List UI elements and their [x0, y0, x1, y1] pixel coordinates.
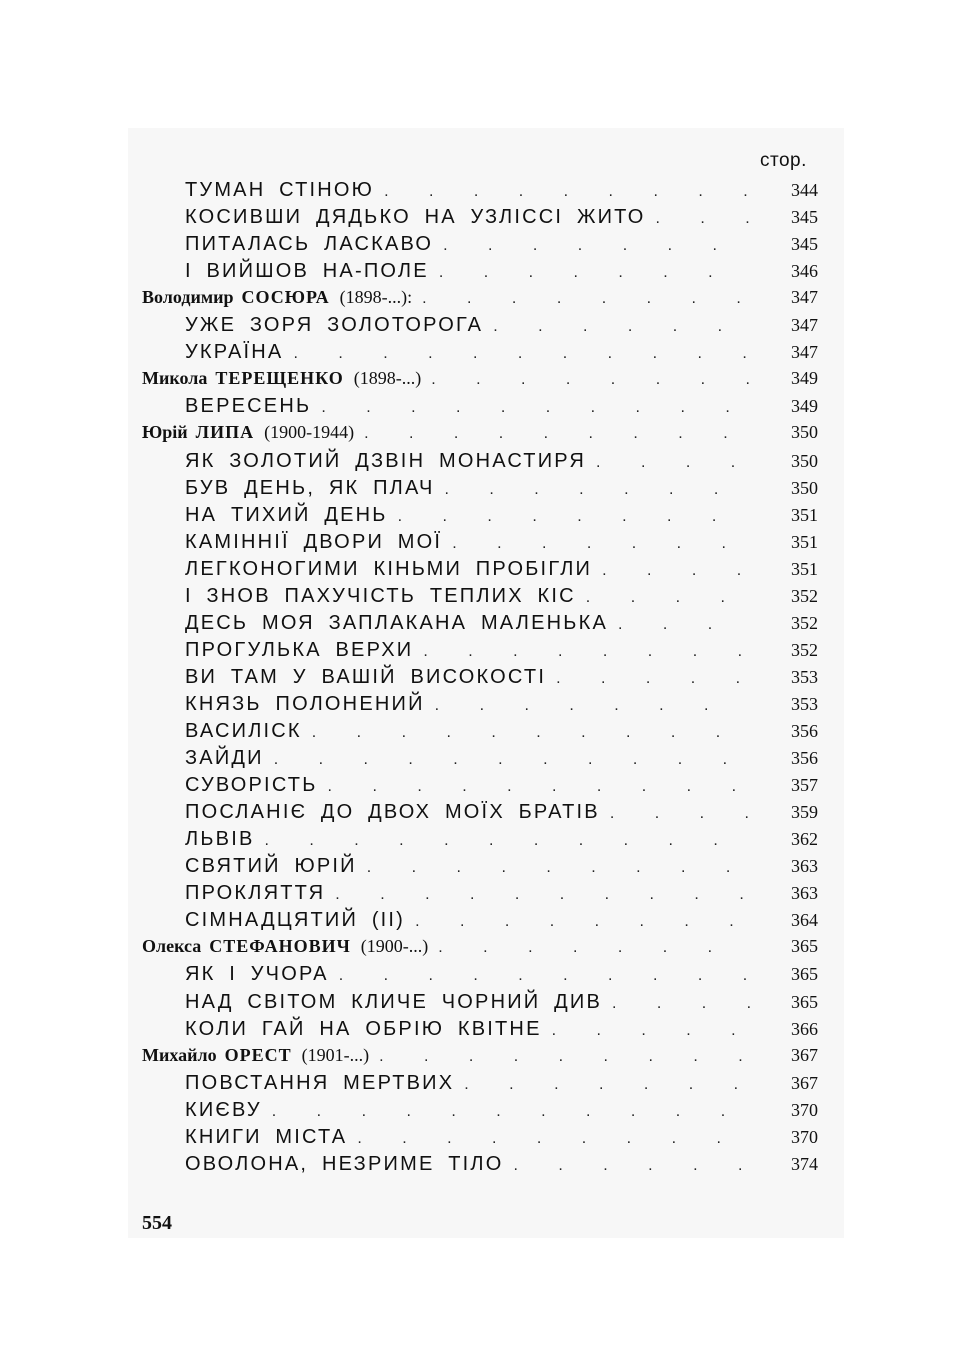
dot-leader — [443, 237, 750, 255]
author-first-name: Володимир — [142, 287, 234, 308]
dot-leader — [552, 1022, 750, 1040]
dot-leader — [439, 264, 750, 282]
dot-leader — [602, 562, 750, 580]
dot-leader — [364, 425, 750, 443]
poem-title: ЗАЙДИ — [185, 747, 264, 770]
dot-leader — [445, 481, 751, 499]
toc-poem-row — [0, 314, 962, 341]
toc-poem-row — [0, 991, 962, 1018]
poem-title: КНИГИ МІСТА — [185, 1125, 348, 1148]
poem-title: ТУМАН СТІНОЮ — [185, 179, 375, 201]
poem-title: ЯК ЗОЛОТИЙ ДЗВІН МОНАСТИРЯ — [185, 449, 587, 472]
toc-page-number: 365 — [791, 991, 818, 1012]
dot-leader — [312, 724, 750, 742]
dot-leader — [596, 454, 750, 472]
toc-poem-row — [0, 1018, 962, 1045]
toc-page-number: 350 — [791, 422, 818, 443]
toc-poem-row — [0, 531, 962, 558]
toc-poem-row — [0, 666, 962, 693]
dot-leader — [655, 210, 750, 228]
author-years: (1898-...): — [339, 287, 413, 308]
toc-author-row — [0, 936, 962, 963]
toc-page-number: 370 — [791, 1126, 818, 1147]
toc-page-number: 362 — [791, 829, 818, 850]
toc-poem-row — [0, 179, 962, 206]
toc-page-number: 345 — [791, 207, 818, 228]
dot-leader — [339, 967, 750, 985]
poem-title: ЛЕГКОНОГИМИ КІНЬМИ ПРОБІГЛИ — [185, 557, 593, 580]
toc-author-row — [0, 287, 962, 314]
toc-page-number: 353 — [791, 693, 818, 714]
toc-author-row — [0, 1045, 962, 1072]
dot-leader — [586, 589, 750, 607]
dot-leader — [415, 913, 750, 931]
dot-leader — [321, 399, 750, 417]
author-years: (1898-...) — [353, 368, 422, 389]
toc-page-number: 374 — [791, 1153, 818, 1174]
toc-page-number: 347 — [791, 287, 818, 308]
dot-leader — [431, 371, 750, 389]
toc-page-number: 351 — [791, 504, 818, 525]
toc-poem-row — [0, 639, 962, 666]
author-last-name: ЛИПА — [195, 422, 255, 443]
toc-page-number: 349 — [791, 368, 818, 389]
dot-leader — [274, 751, 750, 769]
dot-leader — [384, 183, 750, 201]
toc-poem-row — [0, 747, 962, 774]
poem-title: НАД СВІТОМ КЛИЧЕ ЧОРНИЙ ДИВ — [185, 990, 602, 1013]
toc-page-number: 352 — [791, 612, 818, 633]
author-last-name: ОРЕСТ — [224, 1044, 292, 1065]
author-years: (1900-1944) — [264, 422, 355, 443]
poem-title: ПОСЛАНІЄ ДО ДВОХ МОЇХ БРАТІВ — [185, 801, 600, 824]
toc-poem-row — [0, 477, 962, 504]
dot-leader — [272, 1103, 750, 1121]
poem-title: ПОВСТАННЯ МЕРТВИХ — [185, 1071, 455, 1094]
dot-leader — [379, 1048, 750, 1066]
toc-poem-row — [0, 1153, 962, 1180]
poem-title: СВЯТИЙ ЮРІЙ — [185, 855, 357, 878]
dot-leader — [293, 345, 750, 363]
poem-title: ОВОЛОНА, НЕЗРИМЕ ТІЛО — [185, 1152, 504, 1175]
toc-author-row — [0, 368, 962, 395]
toc-poem-row — [0, 206, 962, 233]
dot-leader — [618, 616, 750, 634]
author-last-name: СТЕФАНОВИЧ — [209, 936, 351, 957]
poem-title: СУВОРІСТЬ — [185, 774, 318, 797]
poem-title: УЖЕ ЗОРЯ ЗОЛОТОРОГА — [185, 314, 484, 337]
toc-poem-row — [0, 774, 962, 801]
poem-title: ВЕРЕСЕНЬ — [185, 395, 312, 418]
poem-title: І ВИЙШОВ НА-ПОЛЕ — [185, 260, 429, 283]
toc-poem-row — [0, 260, 962, 287]
dot-leader — [398, 508, 750, 526]
dot-leader — [612, 995, 750, 1013]
dot-leader — [357, 1130, 750, 1148]
author-heading — [142, 368, 421, 389]
toc-page-number: 356 — [791, 721, 818, 741]
author-last-name: СОСЮРА — [241, 287, 330, 308]
page-number: 554 — [142, 1212, 172, 1234]
toc-page-number: 353 — [791, 666, 818, 687]
toc-poem-row — [0, 395, 962, 422]
author-first-name: Юрій — [142, 422, 188, 443]
toc-page-number: 350 — [791, 477, 818, 498]
toc-page-number: 349 — [791, 396, 818, 417]
poem-title: ВИ ТАМ У ВАШІЙ ВИСОКОСТІ — [185, 665, 547, 688]
poem-title: КНЯЗЬ ПОЛОНЕНИЙ — [185, 692, 425, 715]
toc-page-number: 347 — [791, 315, 818, 336]
dot-leader — [556, 670, 750, 688]
toc-poem-row — [0, 801, 962, 828]
author-years: (1900-...) — [360, 936, 429, 957]
toc-page-number: 352 — [791, 585, 818, 606]
dot-leader — [435, 697, 750, 715]
dot-leader — [422, 290, 750, 308]
toc-page-number: 365 — [791, 936, 818, 957]
poem-title: БУВ ДЕНЬ, ЯК ПЛАЧ — [185, 476, 435, 499]
poem-title: КОЛИ ГАЙ НА ОБРІЮ КВІТНЕ — [185, 1017, 542, 1040]
toc-page-number: 366 — [791, 1018, 818, 1039]
toc-page-number: 345 — [791, 234, 818, 255]
author-first-name: Олекса — [142, 936, 202, 957]
dot-leader — [423, 643, 750, 661]
toc-poem-row — [0, 1126, 962, 1153]
toc-page-number: 356 — [791, 748, 818, 769]
toc-poem-row — [0, 693, 962, 720]
toc-poem-row — [0, 828, 962, 855]
toc-page-number: 364 — [791, 910, 818, 931]
toc-poem-row — [0, 882, 962, 909]
poem-title: КОСИВШИ ДЯДЬКО НА УЗЛІССІ ЖИТО — [185, 206, 646, 229]
dot-leader — [610, 805, 750, 823]
toc-page-number: 359 — [791, 802, 818, 823]
poem-title: УКРАЇНА — [185, 341, 284, 364]
toc-poem-row — [0, 612, 962, 639]
dot-leader — [335, 886, 750, 904]
dot-leader — [367, 859, 750, 877]
author-heading — [142, 422, 354, 443]
toc-page-number: 352 — [791, 639, 818, 660]
dot-leader — [464, 1076, 750, 1094]
toc-poem-row — [0, 963, 962, 990]
toc-page-number: 365 — [791, 964, 818, 985]
page-column-header: стор. — [760, 150, 807, 171]
poem-title: КИЄВУ — [185, 1098, 262, 1121]
author-heading — [142, 936, 428, 957]
dot-leader — [265, 832, 751, 850]
poem-title: І ЗНОВ ПАХУЧІСТЬ ТЕПЛИХ КІС — [185, 584, 576, 607]
toc-page-number: 363 — [791, 856, 818, 877]
toc-page-number: 347 — [791, 342, 818, 363]
toc-page-number: 350 — [791, 450, 818, 471]
toc-poem-row — [0, 585, 962, 612]
toc-poem-row — [0, 450, 962, 477]
poem-title: НА ТИХИЙ ДЕНЬ — [185, 503, 388, 526]
toc-page-number: 363 — [791, 883, 818, 904]
dot-leader — [493, 318, 750, 336]
toc-poem-row — [0, 720, 962, 747]
toc-poem-row — [0, 909, 962, 936]
poem-title: ПРОКЛЯТТЯ — [185, 882, 326, 905]
author-years: (1901-...) — [301, 1044, 370, 1065]
toc-page-number: 367 — [791, 1072, 818, 1093]
author-heading — [142, 1045, 369, 1066]
dot-leader — [438, 939, 750, 957]
dot-leader — [328, 778, 750, 796]
toc-page-number: 351 — [791, 531, 818, 552]
toc-poem-row — [0, 504, 962, 531]
toc-page-number: 344 — [791, 180, 818, 200]
toc-poem-row — [0, 558, 962, 585]
author-first-name: Микола — [142, 368, 208, 389]
poem-title: ДЕСЬ МОЯ ЗАПЛАКАНА МАЛЕНЬКА — [185, 611, 609, 634]
toc-page-number: 367 — [791, 1044, 818, 1065]
poem-title: ВАСИЛІСК — [185, 720, 302, 742]
toc-page-number: 357 — [791, 775, 818, 796]
toc-page-number: 351 — [791, 558, 818, 579]
dot-leader — [452, 535, 750, 553]
toc-page-number: 346 — [791, 261, 818, 282]
toc-author-row — [0, 422, 962, 449]
toc-poem-row — [0, 1072, 962, 1099]
toc-page-number: 370 — [791, 1099, 818, 1120]
poem-title: ЯК І УЧОРА — [185, 963, 329, 986]
poem-title: ЛЬВІВ — [185, 828, 255, 851]
toc-poem-row — [0, 341, 962, 368]
dot-leader — [514, 1157, 751, 1175]
toc-poem-row — [0, 1099, 962, 1126]
author-last-name: ТЕРЕЩЕНКО — [215, 368, 344, 389]
toc-poem-row — [0, 855, 962, 882]
poem-title: КАМІННІЇ ДВОРИ МОЇ — [185, 530, 443, 553]
poem-title: ПИТАЛАСЬ ЛАСКАВО — [185, 233, 434, 256]
toc-poem-row — [0, 233, 962, 260]
author-heading — [142, 287, 412, 308]
poem-title: СІМНАДЦЯТИЙ (ІІ) — [185, 909, 406, 932]
poem-title: ПРОГУЛЬКА ВЕРХИ — [185, 638, 414, 661]
author-first-name: Михайло — [142, 1044, 217, 1065]
